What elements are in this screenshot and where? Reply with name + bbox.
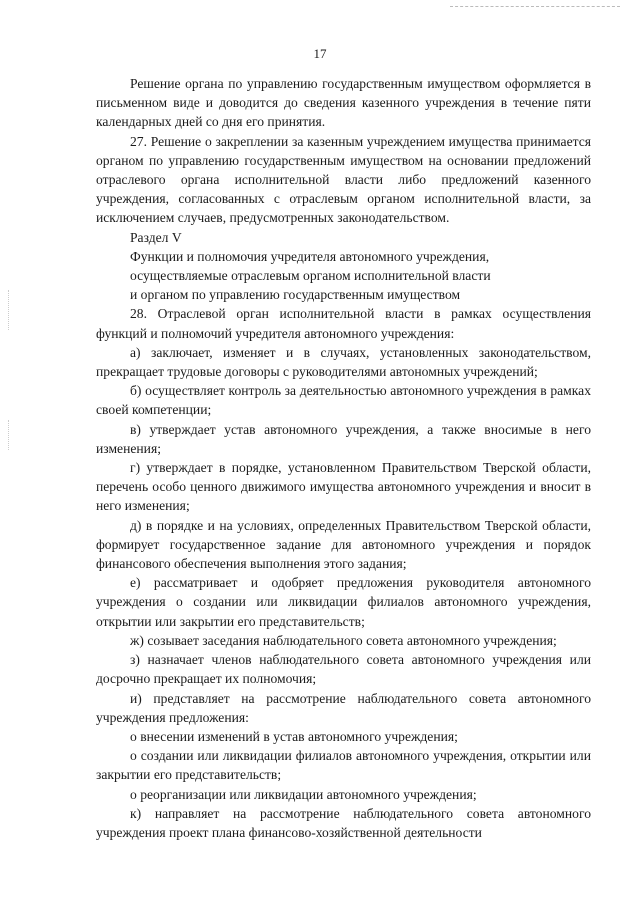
scan-artifact — [8, 290, 10, 330]
list-item: и) представляет на рассмотрение наблюдательного совета автономного учреждения предложения: — [96, 690, 591, 725]
list-item: а) заключает, изменяет и в случаях, установленных законодательством, прекращает трудовые договоры с руководителями автономных учреждений; — [96, 344, 591, 380]
list-item: е) рассматривает и одобряет предложения руководителя автономного учреждения о создании или ликвидации филиалов автономного учреждения, открытии или закрытии его представительств; — [96, 575, 591, 629]
list-item: б) осуществляет контроль за деятельностью автономного учреждения в рамках своей компетенции; — [96, 383, 591, 418]
list-item: в) утверждает устав автономного учреждения, а также вносимые в него изменения; — [96, 421, 591, 456]
section-subtitle-line: осуществляемые отраслевым органом исполнительной власти — [130, 268, 491, 284]
list-item: д) в порядке и на условиях, определенных Правительством Тверской области, формирует государственное задание для автономного учреждения и порядок финансового обеспечения выполнения этого задания; — [96, 517, 591, 572]
page-number: 17 — [313, 46, 327, 61]
scan-artifact — [8, 420, 10, 450]
section-title: Раздел V — [130, 229, 182, 245]
list-item: о создании или ликвидации филиалов автономного учреждения, открытии или закрытии его представительств; — [96, 748, 591, 783]
list-item: ж) созывает заседания наблюдательного совета автономного учреждения; — [130, 632, 557, 648]
document-body — [96, 74, 591, 842]
list-item: к) направляет на рассмотрение наблюдательного совета автономного учреждения проект плана финансово-хозяйственной деятельности — [96, 805, 591, 840]
list-item: о реорганизации или ликвидации автономного учреждения; — [130, 786, 477, 802]
scan-artifact — [450, 6, 620, 9]
list-item: з) назначает членов наблюдательного совета автономного учреждения или досрочно прекращает их полномочия; — [96, 652, 591, 687]
paragraph: 27. Решение о закреплении за казенным учреждением имущества принимается органом по управлению государственным имуществом на основании предложений отраслевого органа исполнительной власти либо предложений казенного учреждения, согласованных с отраслевым органом исполнительной власти, за исключением случаев, предусмотренных законодательством. — [96, 133, 591, 226]
section-subtitle-line: и органом по управлению государственным имуществом — [130, 287, 461, 303]
section-subtitle-line: Функции и полномочия учредителя автономного учреждения, — [130, 248, 490, 264]
paragraph: 28. Отраслевой орган исполнительной власти в рамках осуществления функций и полномочий учредителя автономного учреждения: — [96, 306, 591, 341]
list-item: г) утверждает в порядке, установленном Правительством Тверской области, перечень особо ценного движимого имущества автономного учреждения и вносит в него изменения; — [96, 460, 591, 514]
paragraph: Решение органа по управлению государственным имуществом оформляется в письменном виде и доводится до сведения казенного учреждения в течение пяти календарных дней со дня его принятия. — [96, 76, 591, 130]
list-item: о внесении изменений в устав автономного учреждения; — [130, 728, 458, 744]
